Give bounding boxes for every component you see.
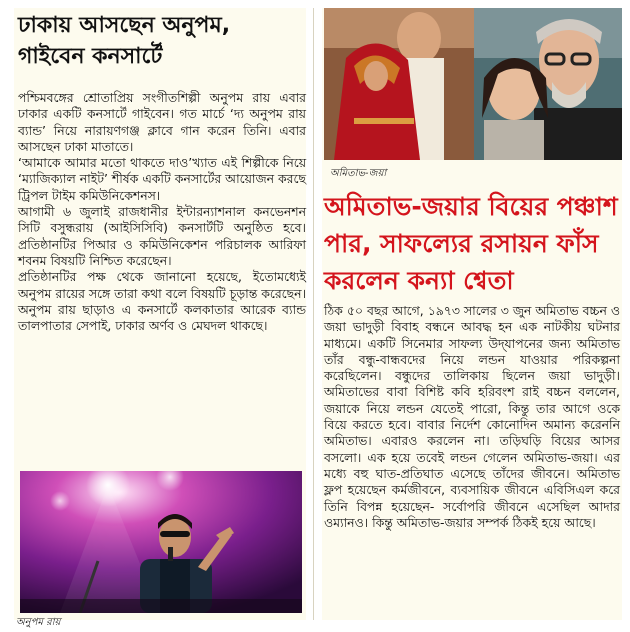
- left-paragraph-1: পশ্চিমবঙ্গের শ্রোতাপ্রিয় সংগীতশিল্পী অনুপম রায় এবার ঢাকার একটি কনসার্টে গাইবেন। গত মার্চে ‘দ্য অনুপম রায় ব্যান্ড’ নিয়ে নারায়ণগঞ্জ ক্লাবে গান করেন তিনি। এবার আসছেন ঢাকা মাতাতে।: [18, 90, 306, 154]
- column-divider: [313, 8, 314, 620]
- wedding-and-couple-image: [324, 8, 622, 160]
- left-paragraph-2: ‘আমাকে আমার মতো থাকতে দাও’খ্যাত এই শিল্পীকে নিয়ে ‘ম্যাজিক্যাল নাইট’ শীর্ষক একটি কনসার্টের আয়োজন করছে ট্রিপল টাইম কমিউনিকেশনস।: [18, 155, 306, 203]
- left-paragraph-3: আগামী ৬ জুলাই রাজধানীর ইন্টারন্যাশনাল কনভেনশন সিটি বসুন্ধরায় (আইসিসিবি) কনসার্টটি অনুষ্ঠিত হবে। প্রতিষ্ঠানটির পিআর ও কমিউনিকেশন পরিচালক আরিফা শবনম বিষয়টি নিশ্চিত করেছেন।: [18, 204, 306, 268]
- singer-on-stage-image: [20, 471, 302, 613]
- left-photo-caption: অনুপম রায়: [16, 617, 61, 628]
- concert-photo: [20, 471, 302, 613]
- left-article-body: [18, 90, 306, 334]
- left-article: [14, 8, 306, 628]
- right-photo-caption: অমিতাভ-জয়া: [330, 168, 387, 179]
- right-article-body: [324, 303, 620, 531]
- right-article: [322, 8, 622, 620]
- right-paragraph-1: ঠিক ৫০ বছর আগে, ১৯৭৩ সালের ৩ জুন অমিতাভ বচ্চন ও জয়া ভাদুড়ী বিবাহ বন্ধনে আবদ্ধ হন এক নাটকীয় ঘটনার মাধ্যমে। একটি সিনেমার সাফল্য উদ্‌যাপনের জন্য অমিতাভ তাঁর বন্ধু-বান্ধবদের নিয়ে লন্ডন যাওয়ার পরিকল্পনা করেছিলেন। বন্ধুদের তালিকায় ছিলেন জয়া ভাদুড়ী। অমিতাভের বাবা বিশিষ্ট কবি হরিবংশ রাই বচ্চন বললেন, জয়াকে নিয়ে লন্ডন যেতেই পারো, কিন্তু তার আগে ওকে বিয়ে করতে হবে। বাবার নির্দেশ কোনোদিন অমান্য করেননি অমিতাভ। এবারও করলেন না। তড়িঘড়ি বিয়ের আসর বসলো। এক হয়ে তবেই লন্ডন গেলেন অমিতাভ-জয়া। এর মধ্যে বহু ঘাত-প্রতিঘাত এসেছে তাঁদের জীবনে। অমিতাভ ফ্লপ হয়েছেন কর্মজীবনে, ব্যবসায়িক জীবনে এবিসিএল করে তিনি বিপন্ন হয়েছেন- সর্বোপরি জীবনে এসেছিল আদার ওম্যানও। কিন্তু অমিতাভ-জয়ার সম্পর্ক ঠিকই হয়ে আছে।: [324, 303, 620, 530]
- left-headline: ঢাকায় আসছেন অনুপম, গাইবেন কনসার্টে: [18, 13, 231, 69]
- couple-photo: [324, 8, 622, 160]
- right-headline: অমিতাভ-জয়ার বিয়ের পঞ্চাশ পার, সাফল্যের রসায়ন ফাঁস করলেন কন্যা শ্বেতা: [324, 192, 618, 295]
- left-paragraph-4: প্রতিষ্ঠানটির পক্ষ থেকে জানানো হয়েছে, ইতোমধ্যেই অনুপম রায়ের সঙ্গে তারা কথা বলে বিষয়টি চূড়ান্ত করেছেন। অনুপম রায় ছাড়াও এ কনসার্টে কলকাতার আরেক ব্যান্ড তালপাতার সেপাই, ঢাকার অর্ণব ও মেঘদল থাকছে।: [18, 269, 306, 334]
